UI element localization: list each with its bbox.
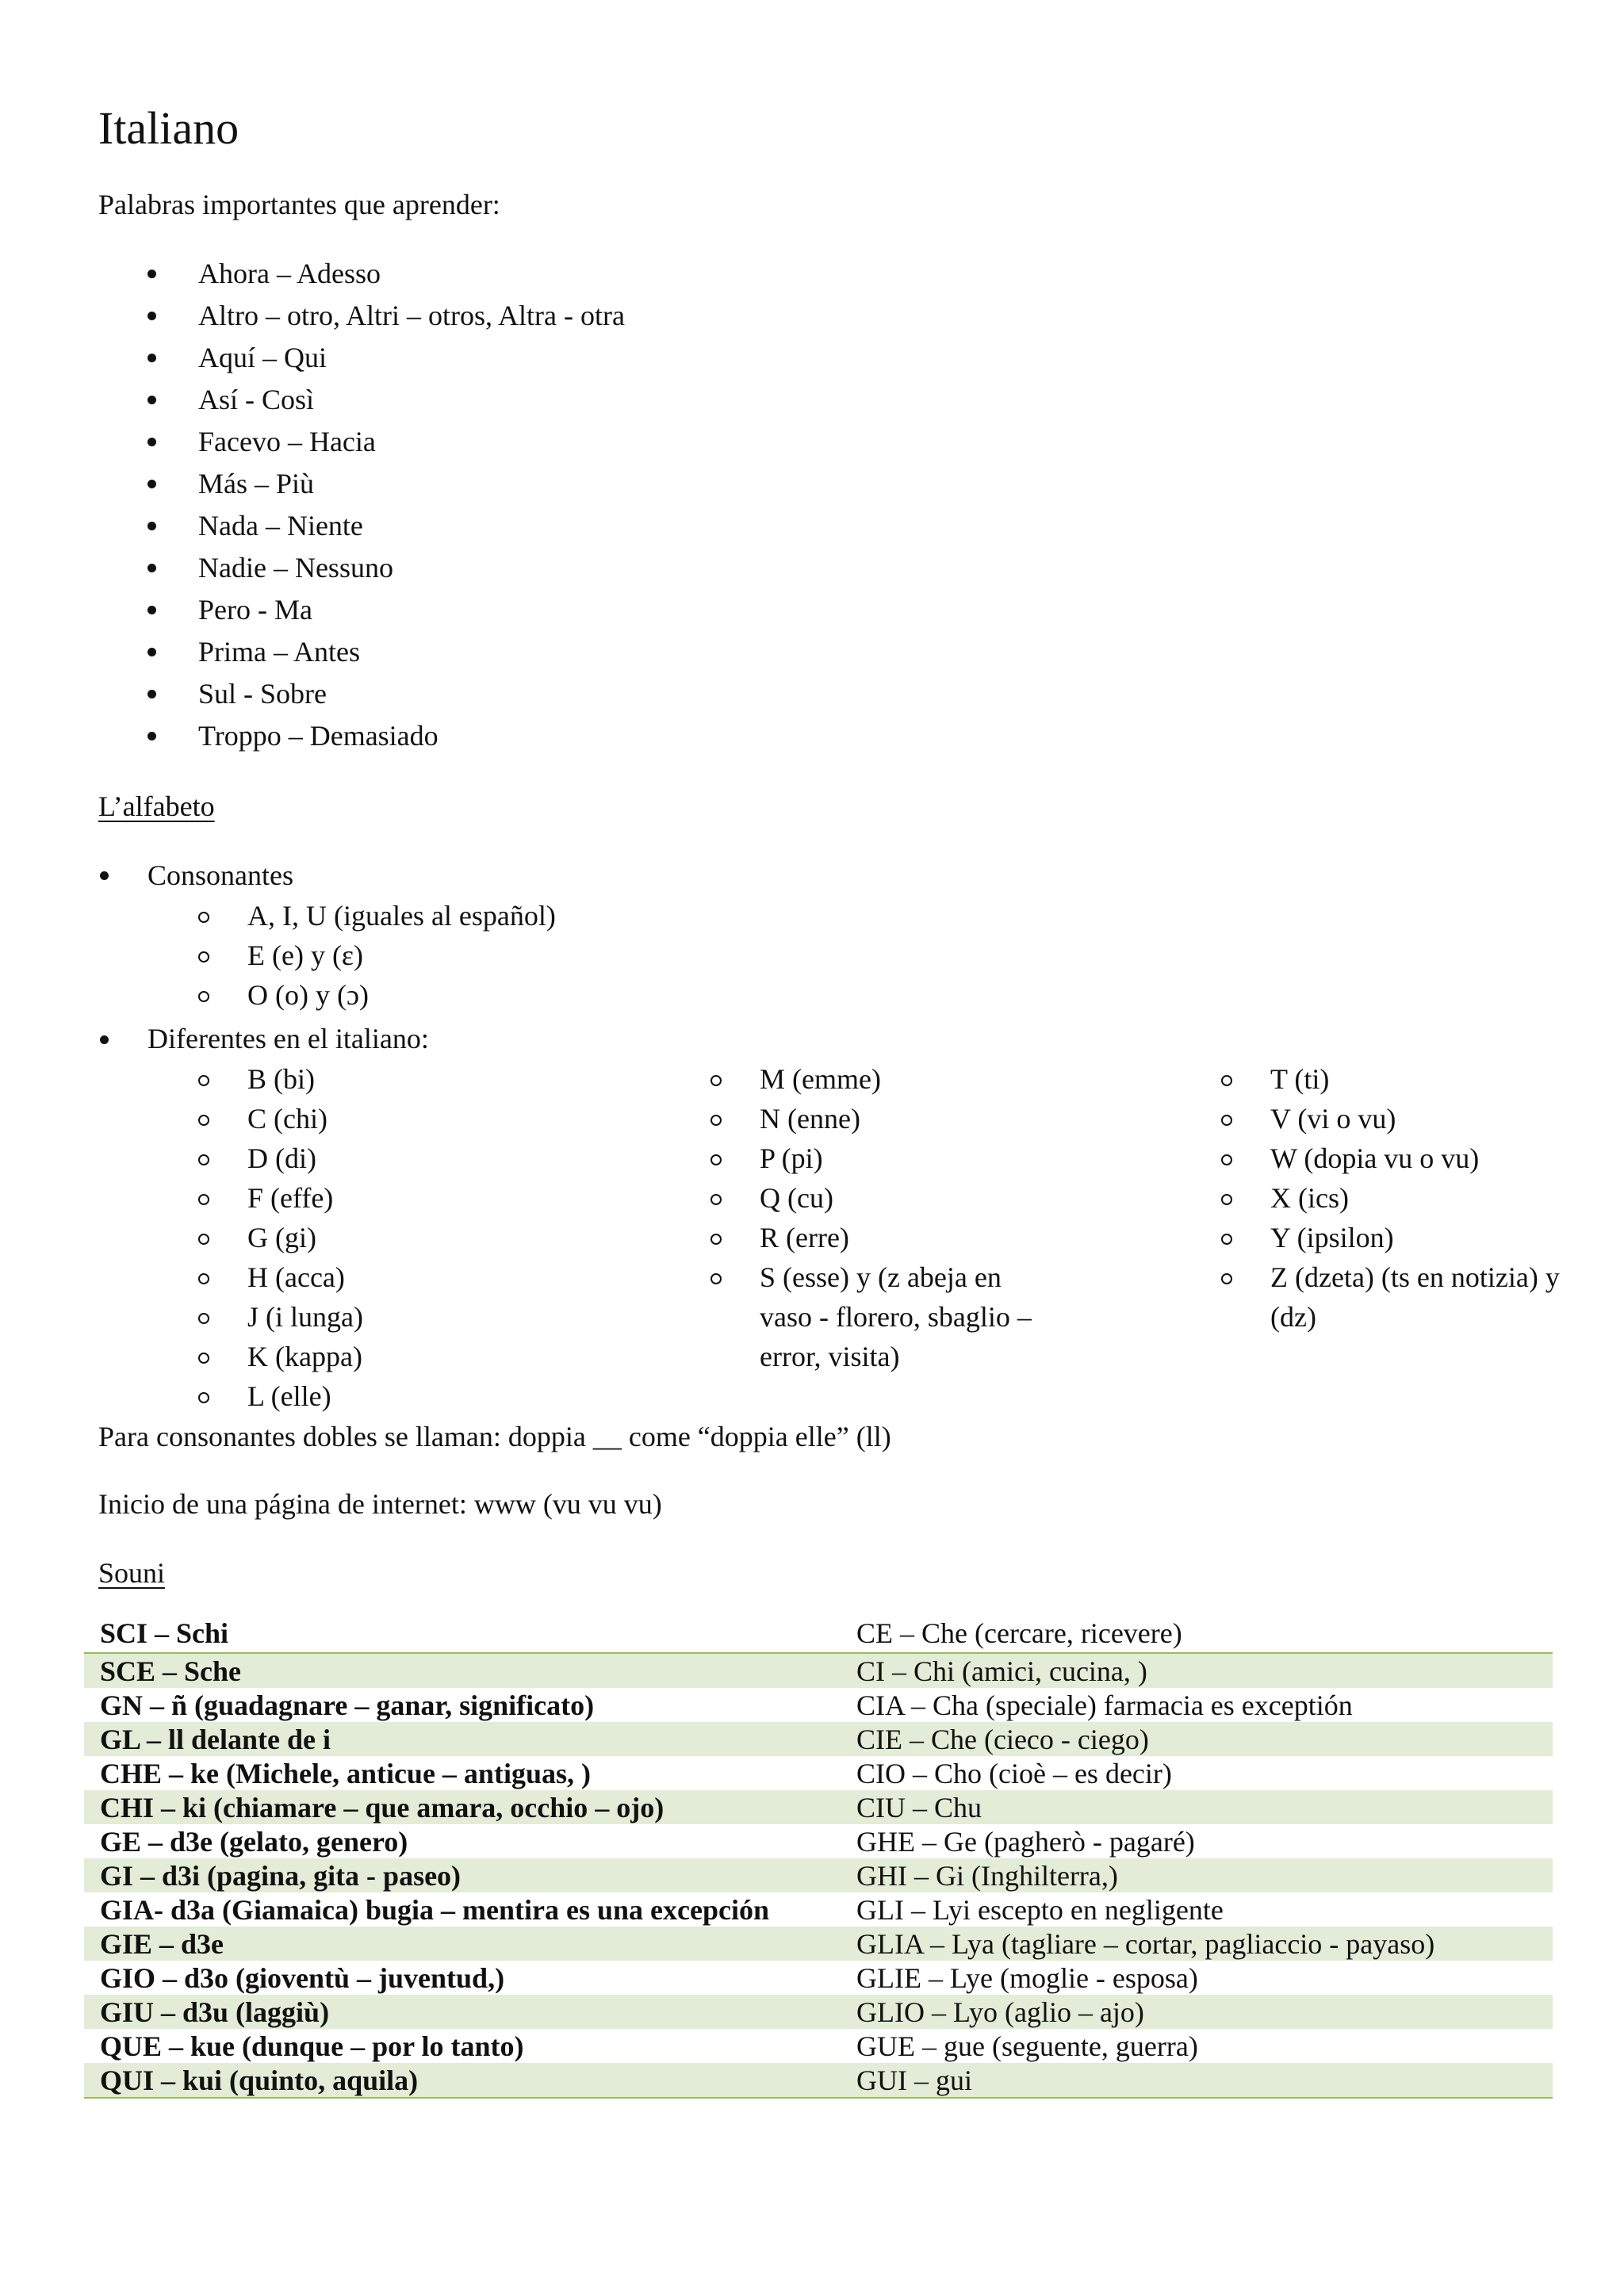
circle-bullet-icon <box>1221 1115 1232 1126</box>
list-item: Altro – otro, Altri – otros, Altra - otra <box>147 297 625 339</box>
list-item: Y (ipsilon) <box>1221 1218 1570 1257</box>
bullet-icon <box>147 690 156 698</box>
circle-bullet-icon <box>1221 1234 1232 1245</box>
list-item: Sul - Sobre <box>147 675 625 717</box>
table-row: CHE – ke (Michele, anticue – antiguas, ) CIO – Cho (cioè – es decir) <box>100 1757 1172 1789</box>
list-item: Así - Così <box>147 381 625 423</box>
consonants-label: Consonantes <box>147 859 293 891</box>
circle-bullet-icon <box>198 1234 209 1245</box>
circle-bullet-icon <box>710 1075 722 1086</box>
list-item: A, I, U (iguales al español) <box>198 896 556 936</box>
list-item: X (ics) <box>1221 1178 1570 1218</box>
bullet-icon <box>100 1035 109 1044</box>
bullet-icon <box>147 270 156 278</box>
table-row: QUE – kue (dunque – por lo tanto) GUE – gue (seguente, guerra) <box>100 2030 1198 2062</box>
list-item: P (pi) <box>710 1138 1059 1178</box>
list-item: C (chi) <box>198 1099 674 1138</box>
words-list <box>147 254 625 759</box>
circle-bullet-icon <box>198 991 209 1002</box>
double-consonant-note: Para consonantes dobles se llaman: doppia __ come “doppia elle” (ll) <box>98 1421 891 1452</box>
list-item: Prima – Antes <box>147 633 625 675</box>
table-row: GIU – d3u (laggiù) GLIO – Lyo (aglio – ajo) <box>84 1995 1553 2029</box>
bullet-icon <box>147 606 156 614</box>
sounds-table <box>84 1614 1553 2099</box>
circle-bullet-icon <box>1221 1194 1232 1205</box>
circle-bullet-icon <box>198 1353 209 1364</box>
bullet-icon <box>147 438 156 446</box>
sounds-heading: Souni <box>98 1557 166 1589</box>
list-item: G (gi) <box>198 1218 674 1257</box>
list-item: Q (cu) <box>710 1178 1059 1218</box>
table-row: GIE – d3e GLIA – Lya (tagliare – cortar, pagliaccio - payaso) <box>84 1927 1553 1961</box>
table-row: GIA- d3a (Giamaica) bugia – mentira es una excepción GLI – Lyi escepto en negligente <box>100 1893 1224 1926</box>
list-item: F (effe) <box>198 1178 674 1218</box>
different-label: Diferentes en el italiano: <box>147 1023 429 1054</box>
list-item: Z (dzeta) (ts en notizia) y (dz) <box>1221 1257 1570 1337</box>
list-item: Nada – Niente <box>147 507 625 549</box>
circle-bullet-icon <box>710 1234 722 1245</box>
list-item: L (elle) <box>198 1376 674 1416</box>
table-row: GIO – d3o (gioventù – juventud,) GLIE – Lye (moglie - esposa) <box>100 1961 1198 1994</box>
bullet-icon <box>100 871 109 880</box>
list-item: M (emme) <box>710 1059 1059 1099</box>
circle-bullet-icon <box>198 1273 209 1284</box>
table-row: QUI – kui (quinto, aquila) GUI – gui <box>84 2063 1553 2098</box>
alphabet-heading: L’alfabeto <box>98 790 215 822</box>
list-item: Ahora – Adesso <box>147 254 625 297</box>
bullet-icon <box>147 732 156 740</box>
table-row: SCE – Sche CI – Chi (amici, cucina, ) <box>84 1653 1553 1688</box>
page-title: Italiano <box>98 102 239 154</box>
list-item: E (e) y (ɛ) <box>198 936 556 975</box>
circle-bullet-icon <box>710 1273 722 1284</box>
table-row: GI – d3i (pagina, gita - paseo) GHI – Gi (Inghilterra,) <box>84 1858 1553 1892</box>
alphabet-column-2 <box>710 1059 1059 1376</box>
circle-bullet-icon <box>198 1194 209 1205</box>
circle-bullet-icon <box>1221 1154 1232 1165</box>
table-row: GN – ñ (guadagnare – ganar, significato) CIA – Cha (speciale) farmacia es exceptión <box>100 1689 1353 1721</box>
list-item: K (kappa) <box>198 1337 674 1376</box>
table-row: GE – d3e (gelato, genero) GHE – Ge (pagherò - pagaré) <box>100 1825 1195 1858</box>
circle-bullet-icon <box>710 1115 722 1126</box>
list-item: D (di) <box>198 1138 674 1178</box>
list-item: S (esse) y (z abeja en vaso - florero, sbaglio – error, visita) <box>710 1257 1059 1376</box>
circle-bullet-icon <box>198 1154 209 1165</box>
circle-bullet-icon <box>198 1392 209 1403</box>
circle-bullet-icon <box>710 1154 722 1165</box>
circle-bullet-icon <box>1221 1075 1232 1086</box>
list-item: Más – Più <box>147 465 625 507</box>
table-row: CHI – ki (chiamare – que amara, occhio – ojo) CIU – Chu <box>84 1790 1553 1824</box>
alphabet-column-3 <box>1221 1059 1570 1337</box>
list-item: B (bi) <box>198 1059 674 1099</box>
table-row: SCI – Schi CE – Che (cercare, ricevere) <box>84 1614 1553 1653</box>
circle-bullet-icon <box>198 951 209 962</box>
table-row: GL – ll delante de i CIE – Che (cieco - ciego) <box>84 1722 1553 1756</box>
bullet-icon <box>147 480 156 488</box>
list-item: H (acca) <box>198 1257 674 1297</box>
internet-note: Inicio de una página de internet: www (vu vu vu) <box>98 1488 662 1520</box>
circle-bullet-icon <box>710 1194 722 1205</box>
list-item: Facevo – Hacia <box>147 423 625 465</box>
circle-bullet-icon <box>198 1075 209 1086</box>
bullet-icon <box>147 312 156 320</box>
list-item: T (ti) <box>1221 1059 1570 1099</box>
circle-bullet-icon <box>198 1115 209 1126</box>
list-item: J (i lunga) <box>198 1297 674 1337</box>
list-item: N (enne) <box>710 1099 1059 1138</box>
list-item: O (o) y (ɔ) <box>198 975 556 1015</box>
list-item: Troppo – Demasiado <box>147 717 625 759</box>
bullet-icon <box>147 354 156 362</box>
bullet-icon <box>147 648 156 656</box>
list-item: Pero - Ma <box>147 591 625 633</box>
list-item: Nadie – Nessuno <box>147 549 625 591</box>
bullet-icon <box>147 564 156 572</box>
list-item: V (vi o vu) <box>1221 1099 1570 1138</box>
list-item: R (erre) <box>710 1218 1059 1257</box>
circle-bullet-icon <box>1221 1273 1232 1284</box>
alphabet-column-1 <box>198 1059 674 1416</box>
circle-bullet-icon <box>198 912 209 923</box>
list-item: Aquí – Qui <box>147 339 625 381</box>
circle-bullet-icon <box>198 1313 209 1324</box>
consonants-list <box>198 896 556 1015</box>
bullet-icon <box>147 522 156 530</box>
bullet-icon <box>147 396 156 404</box>
list-item: W (dopia vu o vu) <box>1221 1138 1570 1178</box>
intro-text: Palabras importantes que aprender: <box>98 189 500 220</box>
